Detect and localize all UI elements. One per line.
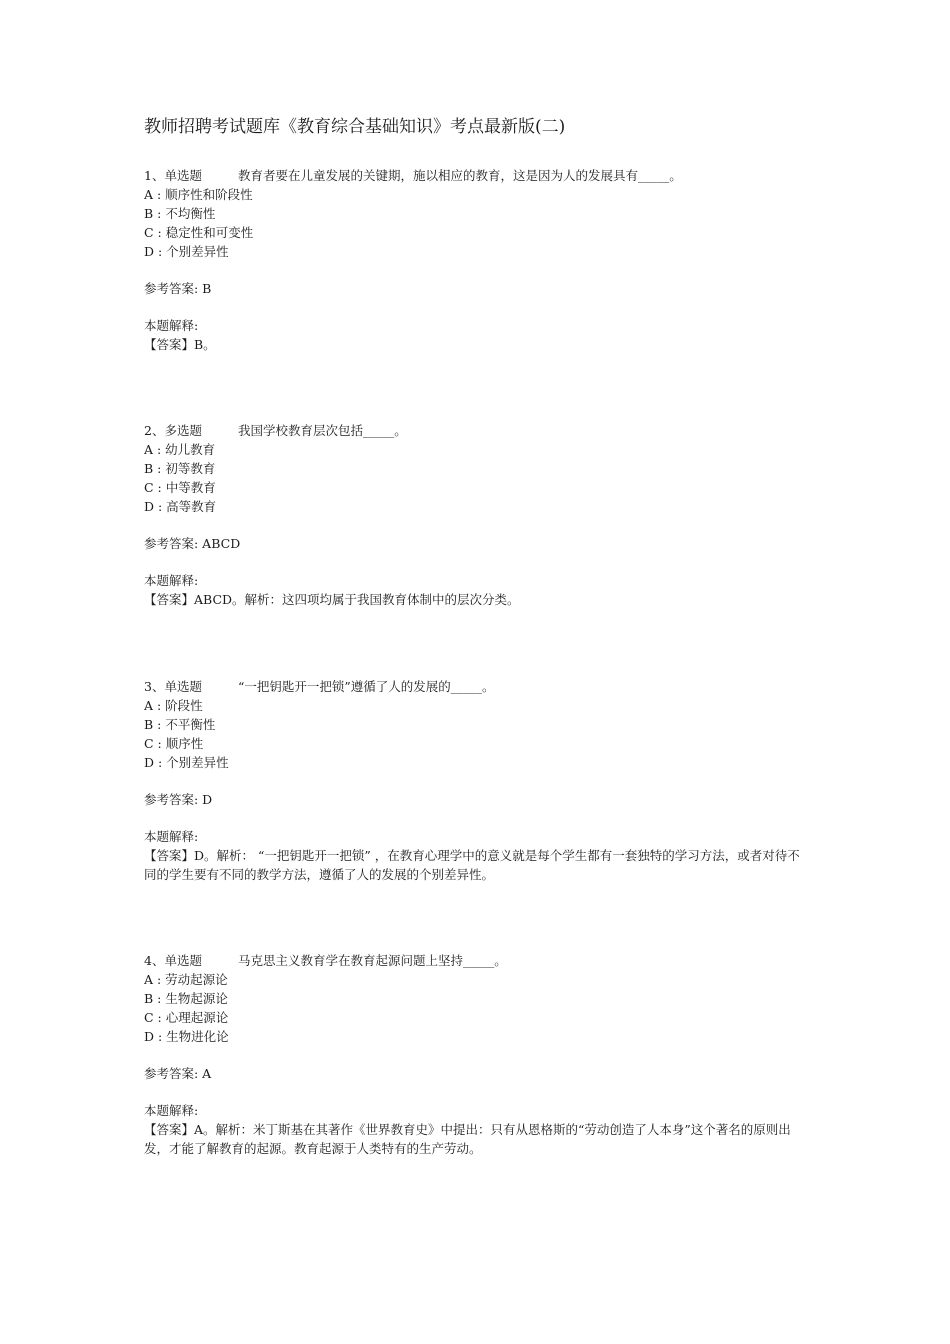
reference-answer: 参考答案: D (144, 792, 213, 807)
question-2 (144, 421, 809, 609)
question-header (144, 951, 809, 970)
reference-answer: 参考答案: A (144, 1066, 212, 1081)
question-header (144, 677, 809, 696)
option-a: A : 顺序性和阶段性 (144, 187, 253, 202)
explanation-text: 【答案】A。解析：米丁斯基在其著作《世界教育史》中提出：只有从恩格斯的“劳动创造了人本身”这个著名的原则出发，才能了解教育的起源。教育起源于人类特有的生产劳动。 (144, 1122, 791, 1156)
option-b: B : 不均衡性 (144, 206, 216, 221)
explanation-text: 【答案】ABCD。解析：这四项均属于我国教育体制中的层次分类。 (144, 592, 520, 607)
option-b: B : 不平衡性 (144, 717, 216, 732)
option-c: C : 心理起源论 (144, 1010, 229, 1025)
page-title: 教师招聘考试题库《教育综合基础知识》考点最新版(二) (144, 117, 566, 137)
question-stem: 马克思主义教育学在教育起源问题上坚持_____。 (238, 953, 507, 968)
option-c: C : 中等教育 (144, 480, 216, 495)
option-d: D : 高等教育 (144, 499, 217, 514)
question-4 (144, 951, 809, 1158)
option-a: A : 幼儿教育 (144, 442, 216, 457)
question-stem: 教育者要在儿童发展的关键期，施以相应的教育，这是因为人的发展具有_____。 (238, 168, 682, 183)
option-c: C : 顺序性 (144, 736, 204, 751)
option-b: B : 生物起源论 (144, 991, 228, 1006)
option-d: D : 个别差异性 (144, 244, 229, 259)
question-header (144, 421, 809, 440)
question-type: 3、单选题 (144, 679, 202, 694)
option-a: A : 阶段性 (144, 698, 203, 713)
question-3 (144, 677, 809, 884)
explanation-text: 【答案】B。 (144, 337, 216, 352)
explanation-label: 本题解释: (144, 573, 199, 588)
question-stem: 我国学校教育层次包括_____。 (238, 423, 407, 438)
question-type: 2、多选题 (144, 423, 202, 438)
explanation-label: 本题解释: (144, 318, 199, 333)
option-d: D : 生物进化论 (144, 1029, 229, 1044)
option-d: D : 个别差异性 (144, 755, 229, 770)
question-stem: “一把钥匙开一把锁”遵循了人的发展的_____。 (238, 679, 495, 694)
explanation-text: 【答案】D。解析： “一把钥匙开一把锁” ，在教育心理学中的意义就是每个学生都有一套独特的学习方法，或者对待不同的学生要有不同的教学方法，遵循了人的发展的个别差异性。 (144, 848, 800, 882)
question-header (144, 166, 809, 185)
question-type: 4、单选题 (144, 953, 202, 968)
explanation-label: 本题解释: (144, 1103, 199, 1118)
question-type: 1、单选题 (144, 168, 202, 183)
question-1 (144, 166, 809, 354)
explanation-label: 本题解释: (144, 829, 199, 844)
option-a: A : 劳动起源论 (144, 972, 228, 987)
option-b: B : 初等教育 (144, 461, 216, 476)
reference-answer: 参考答案: B (144, 281, 212, 296)
reference-answer: 参考答案: ABCD (144, 536, 241, 551)
option-c: C : 稳定性和可变性 (144, 225, 254, 240)
